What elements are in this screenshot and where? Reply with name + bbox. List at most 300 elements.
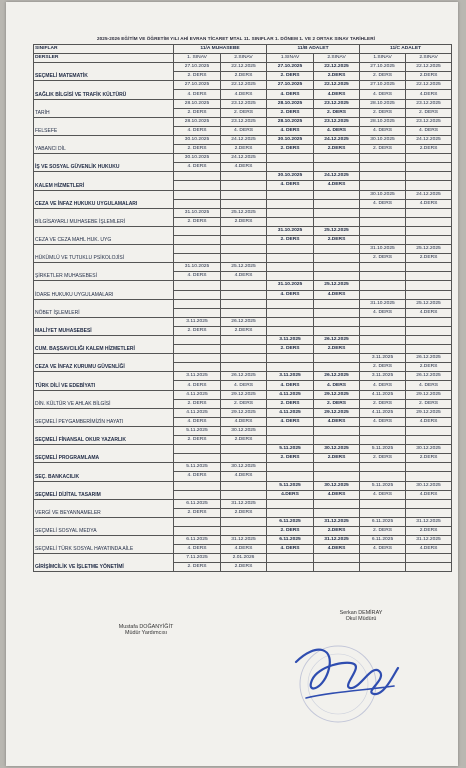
exam-period-cell bbox=[406, 345, 452, 354]
exam-period-cell: 2. DERS bbox=[174, 508, 221, 517]
exam-date-cell: 3.11.2025 bbox=[267, 336, 314, 345]
exam-period-cell: 2.DERS bbox=[314, 526, 360, 535]
table-row-dates bbox=[34, 372, 452, 381]
subject-cell: SEÇMELİ PROGRAMLAMA bbox=[34, 445, 174, 463]
exam-date-cell: 30.10.2025 bbox=[360, 135, 406, 144]
exam-period-cell: 2. DERS bbox=[174, 399, 221, 408]
exam-period-cell: 4. DERS bbox=[267, 181, 314, 190]
exam-period-cell bbox=[174, 490, 221, 499]
exam-period-cell: 4. DERS bbox=[314, 126, 360, 135]
exam-period-cell bbox=[360, 272, 406, 281]
table-row-dates bbox=[34, 190, 452, 199]
exam-date-cell bbox=[314, 190, 360, 199]
exam-period-cell bbox=[174, 345, 221, 354]
class-header-11b: 11/B ADALET bbox=[267, 45, 360, 54]
corner-classes-label: SINIFLAR bbox=[34, 45, 174, 54]
exam-date-cell bbox=[221, 281, 267, 290]
exam-date-cell: 4.11.2025 bbox=[267, 390, 314, 399]
exam-period-cell bbox=[360, 290, 406, 299]
exam-period-cell bbox=[221, 199, 267, 208]
exam-period-cell: 4. DERS bbox=[360, 308, 406, 317]
exam-date-cell bbox=[314, 354, 360, 363]
subject-cell: TARİH bbox=[34, 99, 174, 117]
exam-date-cell: 23.12.2025 bbox=[406, 117, 452, 126]
table-row-dates bbox=[34, 481, 452, 490]
subject-cell: SEÇMELİ DİJİTAL TASARIM bbox=[34, 481, 174, 499]
exam-period-cell: 4.DERS bbox=[221, 163, 267, 172]
exam-date-cell: 23.12.2025 bbox=[314, 117, 360, 126]
exam-period-cell: 2. DERS bbox=[406, 399, 452, 408]
exam-date-cell: 31.10.2025 bbox=[360, 299, 406, 308]
exam-date-cell: 6.11.2025 bbox=[174, 499, 221, 508]
exam-period-cell bbox=[314, 199, 360, 208]
exam-period-cell: 4.DERS bbox=[406, 199, 452, 208]
exam-period-cell: 2.DERS bbox=[406, 145, 452, 154]
exam-date-cell bbox=[267, 299, 314, 308]
table-row-dates bbox=[34, 117, 452, 126]
subject-cell: ŞİRKETLER MUHASEBESİ bbox=[34, 263, 174, 281]
exam-period-cell bbox=[406, 272, 452, 281]
exam-period-cell: 4.DERS bbox=[314, 545, 360, 554]
subject-cell: FELSEFE bbox=[34, 117, 174, 135]
subject-cell: SEÇMELİ FİNANSAL OKUR YAZARLIK bbox=[34, 426, 174, 444]
exam-period-cell: 2. DERS bbox=[314, 108, 360, 117]
exam-date-cell bbox=[267, 554, 314, 563]
exam-period-cell: 2. DERS bbox=[360, 108, 406, 117]
document-page bbox=[6, 2, 458, 766]
exam-period-cell bbox=[406, 472, 452, 481]
exam-period-cell: 2. DERS bbox=[267, 526, 314, 535]
exam-period-cell: 2.DERS bbox=[221, 436, 267, 445]
exam-period-cell bbox=[221, 363, 267, 372]
subject-cell: SEÇMELİ SOSYAL MEDYA bbox=[34, 517, 174, 535]
exam-period-cell: 4. DERS bbox=[360, 381, 406, 390]
exam-period-cell: 4. DERS bbox=[267, 381, 314, 390]
exam-date-cell bbox=[406, 554, 452, 563]
exam-period-cell bbox=[360, 563, 406, 572]
exam-period-cell: 2. DERS bbox=[174, 72, 221, 81]
exam-date-cell bbox=[360, 426, 406, 435]
exam-period-cell: 2.DERS bbox=[221, 508, 267, 517]
exam-date-cell: 28.10.2025 bbox=[360, 99, 406, 108]
table-row-dates bbox=[34, 263, 452, 272]
exam-period-cell: 4.DERS bbox=[314, 490, 360, 499]
exam-date-cell bbox=[221, 245, 267, 254]
exam-period-cell: 2.DERS bbox=[406, 454, 452, 463]
exam-date-cell: 2.01.2026 bbox=[221, 554, 267, 563]
exam-label: 1.SINAV bbox=[360, 54, 406, 63]
exam-date-cell bbox=[174, 354, 221, 363]
exam-period-cell bbox=[174, 235, 221, 244]
exam-period-cell bbox=[360, 508, 406, 517]
exam-date-cell: 28.10.2025 bbox=[267, 99, 314, 108]
exam-period-cell bbox=[267, 508, 314, 517]
exam-date-cell bbox=[406, 463, 452, 472]
exam-date-cell: 22.12.2025 bbox=[221, 63, 267, 72]
exam-date-cell: 3.11.2025 bbox=[360, 372, 406, 381]
exam-date-cell bbox=[221, 226, 267, 235]
exam-period-cell bbox=[406, 508, 452, 517]
exam-date-cell: 29.12.2025 bbox=[314, 408, 360, 417]
exam-date-cell bbox=[267, 263, 314, 272]
exam-period-cell bbox=[406, 563, 452, 572]
exam-period-cell: 4. DERS bbox=[174, 272, 221, 281]
exam-date-cell: 22.12.2025 bbox=[406, 63, 452, 72]
exam-date-cell bbox=[221, 336, 267, 345]
exam-date-cell bbox=[314, 299, 360, 308]
exam-date-cell: 31.12.2025 bbox=[221, 536, 267, 545]
exam-period-cell: 4.DERS bbox=[406, 90, 452, 99]
exam-date-cell: 24.12.2025 bbox=[406, 190, 452, 199]
exam-date-cell: 26.12.2025 bbox=[221, 317, 267, 326]
table-row-dates bbox=[34, 426, 452, 435]
exam-date-cell: 25.12.2025 bbox=[221, 208, 267, 217]
table-row-dates bbox=[34, 135, 452, 144]
exam-period-cell: 2. DERS bbox=[174, 326, 221, 335]
exam-date-cell: 24.12.2025 bbox=[221, 154, 267, 163]
table-row-dates bbox=[34, 281, 452, 290]
exam-date-cell bbox=[267, 190, 314, 199]
exam-period-cell: 2.DERS bbox=[314, 145, 360, 154]
exam-date-cell: 4.11.2025 bbox=[267, 408, 314, 417]
exam-date-cell: 26.12.2025 bbox=[221, 372, 267, 381]
exam-date-cell bbox=[406, 499, 452, 508]
exam-date-cell: 29.12.2025 bbox=[221, 408, 267, 417]
subject-cell: MALİYET MUHASEBESİ bbox=[34, 317, 174, 335]
subject-cell: SEÇ. BANKACILIK bbox=[34, 463, 174, 481]
exam-date-cell: 26.12.2025 bbox=[314, 336, 360, 345]
exam-date-cell: 5.11.2025 bbox=[267, 481, 314, 490]
exam-period-cell: 4. DERS bbox=[406, 126, 452, 135]
subject-cell: CEZA VE İNFAZ KURUMU GÜVENLİĞİ bbox=[34, 354, 174, 372]
exam-date-cell bbox=[174, 481, 221, 490]
vice-principal-name: Mustafa DOĞANYİĞİT bbox=[118, 624, 174, 630]
exam-date-cell: 22.12.2025 bbox=[406, 81, 452, 90]
exam-period-cell bbox=[221, 526, 267, 535]
exam-period-cell: 4. DERS bbox=[174, 90, 221, 99]
exam-period-cell: 2. DERS bbox=[267, 235, 314, 244]
exam-period-cell bbox=[360, 472, 406, 481]
exam-date-cell bbox=[174, 226, 221, 235]
exam-date-cell: 31.10.2025 bbox=[267, 226, 314, 235]
exam-period-cell: 4.DERS bbox=[314, 417, 360, 426]
exam-date-cell bbox=[360, 281, 406, 290]
exam-date-cell: 30.12.2025 bbox=[314, 445, 360, 454]
exam-period-cell: 2. DERS bbox=[174, 436, 221, 445]
subject-cell: SAĞLIK BİLGİSİ VE TRAFİK KÜLTÜRÜ bbox=[34, 81, 174, 99]
exam-date-cell bbox=[360, 554, 406, 563]
exam-period-cell bbox=[314, 363, 360, 372]
subject-cell: DİN. KÜLTÜR VE AHLAK BİLGİSİ bbox=[34, 390, 174, 408]
table-row-dates bbox=[34, 99, 452, 108]
exam-date-cell bbox=[314, 263, 360, 272]
exam-period-cell bbox=[314, 254, 360, 263]
exam-period-cell: 2. DERS bbox=[267, 454, 314, 463]
exam-period-cell bbox=[406, 217, 452, 226]
subject-cell: CEZA VE CEZA MAHL HUK. UYG bbox=[34, 226, 174, 244]
exam-period-cell bbox=[174, 290, 221, 299]
exam-period-cell bbox=[221, 290, 267, 299]
exam-date-cell: 31.10.2025 bbox=[267, 281, 314, 290]
exam-date-cell: 28.10.2025 bbox=[174, 99, 221, 108]
exam-period-cell: 4.DERS bbox=[221, 417, 267, 426]
exam-period-cell: 2. DERS bbox=[406, 108, 452, 117]
exam-label: 1. SINAV bbox=[174, 54, 221, 63]
exam-date-cell bbox=[406, 208, 452, 217]
exam-date-cell: 3.11.2025 bbox=[174, 372, 221, 381]
table-row-dates bbox=[34, 245, 452, 254]
exam-date-cell: 30.12.2025 bbox=[221, 426, 267, 435]
exam-date-cell: 22.12.2025 bbox=[314, 63, 360, 72]
exam-date-cell: 30.10.2025 bbox=[360, 190, 406, 199]
signature-block-vice-principal bbox=[76, 624, 216, 636]
exam-date-cell bbox=[221, 445, 267, 454]
exam-date-cell: 25.12.2025 bbox=[406, 245, 452, 254]
exam-period-cell: 4.DERS bbox=[221, 272, 267, 281]
exam-period-cell: 4. DERS bbox=[360, 90, 406, 99]
exam-period-cell bbox=[221, 235, 267, 244]
class-header-11c: 11/C ADALET bbox=[360, 45, 452, 54]
exam-date-cell bbox=[221, 517, 267, 526]
exam-period-cell: 2. DERS bbox=[314, 399, 360, 408]
exam-date-cell: 27.10.2025 bbox=[174, 81, 221, 90]
exam-period-cell bbox=[174, 454, 221, 463]
subject-cell: YABANCI DİL bbox=[34, 135, 174, 153]
exam-period-cell: 4. DERS bbox=[221, 381, 267, 390]
table-row-dates bbox=[34, 172, 452, 181]
exam-period-cell: 4. DERS bbox=[174, 126, 221, 135]
exam-period-cell: 2.DERS bbox=[314, 72, 360, 81]
exam-date-cell bbox=[267, 499, 314, 508]
exam-period-cell: 2.DERS bbox=[221, 217, 267, 226]
exam-period-cell: 2. DERS bbox=[360, 454, 406, 463]
exam-date-cell: 31.10.2025 bbox=[360, 245, 406, 254]
exam-period-cell: 4. DERS bbox=[174, 417, 221, 426]
exam-period-cell: 4.DERS bbox=[314, 181, 360, 190]
exam-period-cell: 2.DERS bbox=[314, 345, 360, 354]
exam-period-cell bbox=[360, 163, 406, 172]
exam-period-cell bbox=[360, 345, 406, 354]
exam-period-cell: 4.DERS bbox=[267, 490, 314, 499]
exam-period-cell: 4. DERS bbox=[221, 126, 267, 135]
signature-block-principal bbox=[306, 610, 416, 622]
exam-date-cell bbox=[406, 154, 452, 163]
subject-cell: BİLGİSAYARLI MUHASEBE İŞLEMLERİ bbox=[34, 208, 174, 226]
exam-period-cell bbox=[174, 254, 221, 263]
table-row-dates bbox=[34, 408, 452, 417]
exam-date-cell: 31.12.2025 bbox=[314, 536, 360, 545]
exam-period-cell: 2. DERS bbox=[221, 108, 267, 117]
exam-date-cell: 5.11.2025 bbox=[267, 445, 314, 454]
exam-date-cell: 4.11.2025 bbox=[360, 390, 406, 399]
exam-period-cell: 2. DERS bbox=[267, 72, 314, 81]
exam-period-cell: 4. DERS bbox=[174, 472, 221, 481]
exam-period-cell bbox=[267, 163, 314, 172]
exam-period-cell bbox=[360, 217, 406, 226]
exam-date-cell bbox=[221, 354, 267, 363]
exam-period-cell bbox=[267, 436, 314, 445]
exam-date-cell: 3.11.2025 bbox=[360, 354, 406, 363]
exam-date-cell: 30.10.2025 bbox=[174, 154, 221, 163]
exam-period-cell bbox=[314, 508, 360, 517]
table-row-dates bbox=[34, 336, 452, 345]
subject-cell: CUM. BAŞSAVCILIĞI KALEM HİZMETLERİ bbox=[34, 336, 174, 354]
exam-date-cell bbox=[267, 245, 314, 254]
exam-period-cell bbox=[314, 326, 360, 335]
exam-period-cell: 2. DERS bbox=[360, 399, 406, 408]
exam-date-cell bbox=[360, 499, 406, 508]
exam-date-cell: 22.12.2025 bbox=[314, 81, 360, 90]
exam-period-cell bbox=[406, 436, 452, 445]
exam-period-cell: 4.DERS bbox=[406, 490, 452, 499]
exam-date-cell bbox=[360, 154, 406, 163]
exam-period-cell bbox=[314, 436, 360, 445]
exam-period-cell bbox=[174, 308, 221, 317]
exam-date-cell: 26.12.2025 bbox=[406, 372, 452, 381]
exam-period-cell bbox=[360, 181, 406, 190]
exam-date-cell: 31.12.2025 bbox=[406, 517, 452, 526]
exam-date-cell: 23.12.2025 bbox=[221, 117, 267, 126]
exam-date-cell bbox=[360, 463, 406, 472]
exam-period-cell: 2.DERS bbox=[221, 326, 267, 335]
exam-date-cell bbox=[221, 481, 267, 490]
exam-date-cell bbox=[406, 263, 452, 272]
table-row-dates bbox=[34, 463, 452, 472]
vice-principal-title: Müdür Yardımcısı bbox=[124, 630, 168, 636]
exam-label: 2.SINAV bbox=[314, 54, 360, 63]
exam-label: 2.SINAV bbox=[221, 54, 267, 63]
exam-period-cell bbox=[267, 254, 314, 263]
exam-period-cell: 4. DERS bbox=[360, 126, 406, 135]
exam-period-cell bbox=[406, 235, 452, 244]
exam-date-cell: 6.11.2025 bbox=[360, 517, 406, 526]
exam-date-cell bbox=[406, 317, 452, 326]
table-row-dates bbox=[34, 154, 452, 163]
exam-date-cell: 27.10.2025 bbox=[360, 81, 406, 90]
exam-period-cell: 4. DERS bbox=[406, 381, 452, 390]
table-row-dates bbox=[34, 390, 452, 399]
exam-date-cell: 25.12.2025 bbox=[406, 299, 452, 308]
exam-period-cell: 4.DERS bbox=[221, 545, 267, 554]
exam-period-cell bbox=[267, 563, 314, 572]
exam-period-cell bbox=[360, 436, 406, 445]
exam-date-cell bbox=[174, 245, 221, 254]
exam-period-cell bbox=[174, 526, 221, 535]
exam-date-cell: 27.10.2025 bbox=[267, 81, 314, 90]
exam-date-cell: 30.10.2025 bbox=[174, 135, 221, 144]
exam-period-cell: 2. DERS bbox=[174, 145, 221, 154]
subject-cell: VERGİ VE BEYANNAMELER bbox=[34, 499, 174, 517]
exam-date-cell bbox=[314, 154, 360, 163]
exam-period-cell bbox=[360, 326, 406, 335]
exam-date-cell bbox=[267, 208, 314, 217]
exam-period-cell: 2. DERS bbox=[174, 563, 221, 572]
exam-date-cell bbox=[174, 281, 221, 290]
principal-name: Serkan DEMİRAY bbox=[339, 610, 383, 616]
exam-date-cell bbox=[267, 317, 314, 326]
exam-period-cell: 2.DERS bbox=[406, 363, 452, 372]
document-title: 2025-2026 EĞİTİM VE ÖĞRETİM YILI AHİ EVRAN TİCARET MTAL 11. SINIFLAR 1. DÖNEM 1. VE 2 ORTAK SINAV TARİHLERİ bbox=[96, 36, 376, 41]
exam-date-cell: 27.10.2025 bbox=[360, 63, 406, 72]
exam-period-cell bbox=[314, 563, 360, 572]
exam-period-cell: 2. DERS bbox=[360, 526, 406, 535]
exam-date-cell bbox=[406, 281, 452, 290]
subject-cell: SEÇMELİ MATEMATİK bbox=[34, 63, 174, 81]
exam-period-cell bbox=[221, 345, 267, 354]
exam-date-cell bbox=[360, 317, 406, 326]
exam-period-cell: 2. DERS bbox=[360, 363, 406, 372]
exam-date-cell: 5.11.2025 bbox=[174, 463, 221, 472]
exam-date-cell: 31.10.2025 bbox=[174, 263, 221, 272]
exam-date-cell: 23.12.2025 bbox=[314, 99, 360, 108]
table-row-dates bbox=[34, 499, 452, 508]
exam-period-cell: 4.DERS bbox=[406, 308, 452, 317]
class-header-11a: 11/A MUHASEBE bbox=[174, 45, 267, 54]
exam-label: 2.SINAV bbox=[406, 54, 452, 63]
exam-date-cell: 27.10.2025 bbox=[267, 63, 314, 72]
exam-period-cell bbox=[314, 472, 360, 481]
exam-period-cell: 4. DERS bbox=[174, 163, 221, 172]
exam-period-cell bbox=[221, 308, 267, 317]
exam-date-cell bbox=[174, 190, 221, 199]
subject-cell: HÜKÜMLÜ VE TUTUKLU PSİKOLOJİSİ bbox=[34, 245, 174, 263]
exam-date-cell bbox=[360, 263, 406, 272]
exam-period-cell bbox=[314, 272, 360, 281]
exam-date-cell: 28.10.2025 bbox=[174, 117, 221, 126]
exam-date-cell: 3.11.2025 bbox=[267, 372, 314, 381]
exam-date-cell: 31.12.2025 bbox=[406, 536, 452, 545]
exam-date-cell: 6.11.2025 bbox=[174, 536, 221, 545]
exam-date-cell bbox=[267, 426, 314, 435]
table-row-dates bbox=[34, 299, 452, 308]
exam-date-cell bbox=[314, 426, 360, 435]
exam-date-cell: 23.12.2025 bbox=[221, 99, 267, 108]
exam-period-cell: 2.DERS bbox=[406, 526, 452, 535]
exam-period-cell bbox=[221, 454, 267, 463]
exam-date-cell bbox=[406, 226, 452, 235]
exam-period-cell bbox=[267, 308, 314, 317]
exam-period-cell: 2. DERS bbox=[174, 217, 221, 226]
exam-date-cell bbox=[360, 208, 406, 217]
exam-date-cell bbox=[174, 445, 221, 454]
exam-period-cell: 4. DERS bbox=[360, 545, 406, 554]
exam-period-cell: 2.DERS bbox=[406, 254, 452, 263]
exam-label-row bbox=[34, 54, 452, 63]
subject-cell: İDARE HUKUKU UYGULAMALARI bbox=[34, 281, 174, 299]
exam-period-cell bbox=[174, 363, 221, 372]
exam-date-cell bbox=[314, 208, 360, 217]
exam-period-cell bbox=[267, 472, 314, 481]
exam-period-cell bbox=[267, 326, 314, 335]
exam-period-cell bbox=[267, 199, 314, 208]
subject-cell: CEZA VE İNFAZ HUKUKU UYGULAMALARI bbox=[34, 190, 174, 208]
exam-date-cell bbox=[360, 226, 406, 235]
exam-date-cell: 4.11.2025 bbox=[174, 390, 221, 399]
exam-date-cell bbox=[406, 336, 452, 345]
exam-period-cell: 2. DERS bbox=[221, 399, 267, 408]
exam-date-cell: 24.12.2025 bbox=[314, 172, 360, 181]
exam-date-cell: 4.11.2025 bbox=[360, 408, 406, 417]
exam-date-cell: 6.11.2025 bbox=[360, 536, 406, 545]
subject-cell: İŞ VE SOSYAL GÜVENLİK HUKUKU bbox=[34, 154, 174, 172]
table-row-dates bbox=[34, 81, 452, 90]
exam-date-cell: 28.10.2025 bbox=[267, 117, 314, 126]
table-row-dates bbox=[34, 536, 452, 545]
exam-period-cell bbox=[314, 217, 360, 226]
table-row-dates bbox=[34, 226, 452, 235]
exam-period-cell: 4. DERS bbox=[267, 90, 314, 99]
exam-date-cell: 26.12.2025 bbox=[406, 354, 452, 363]
